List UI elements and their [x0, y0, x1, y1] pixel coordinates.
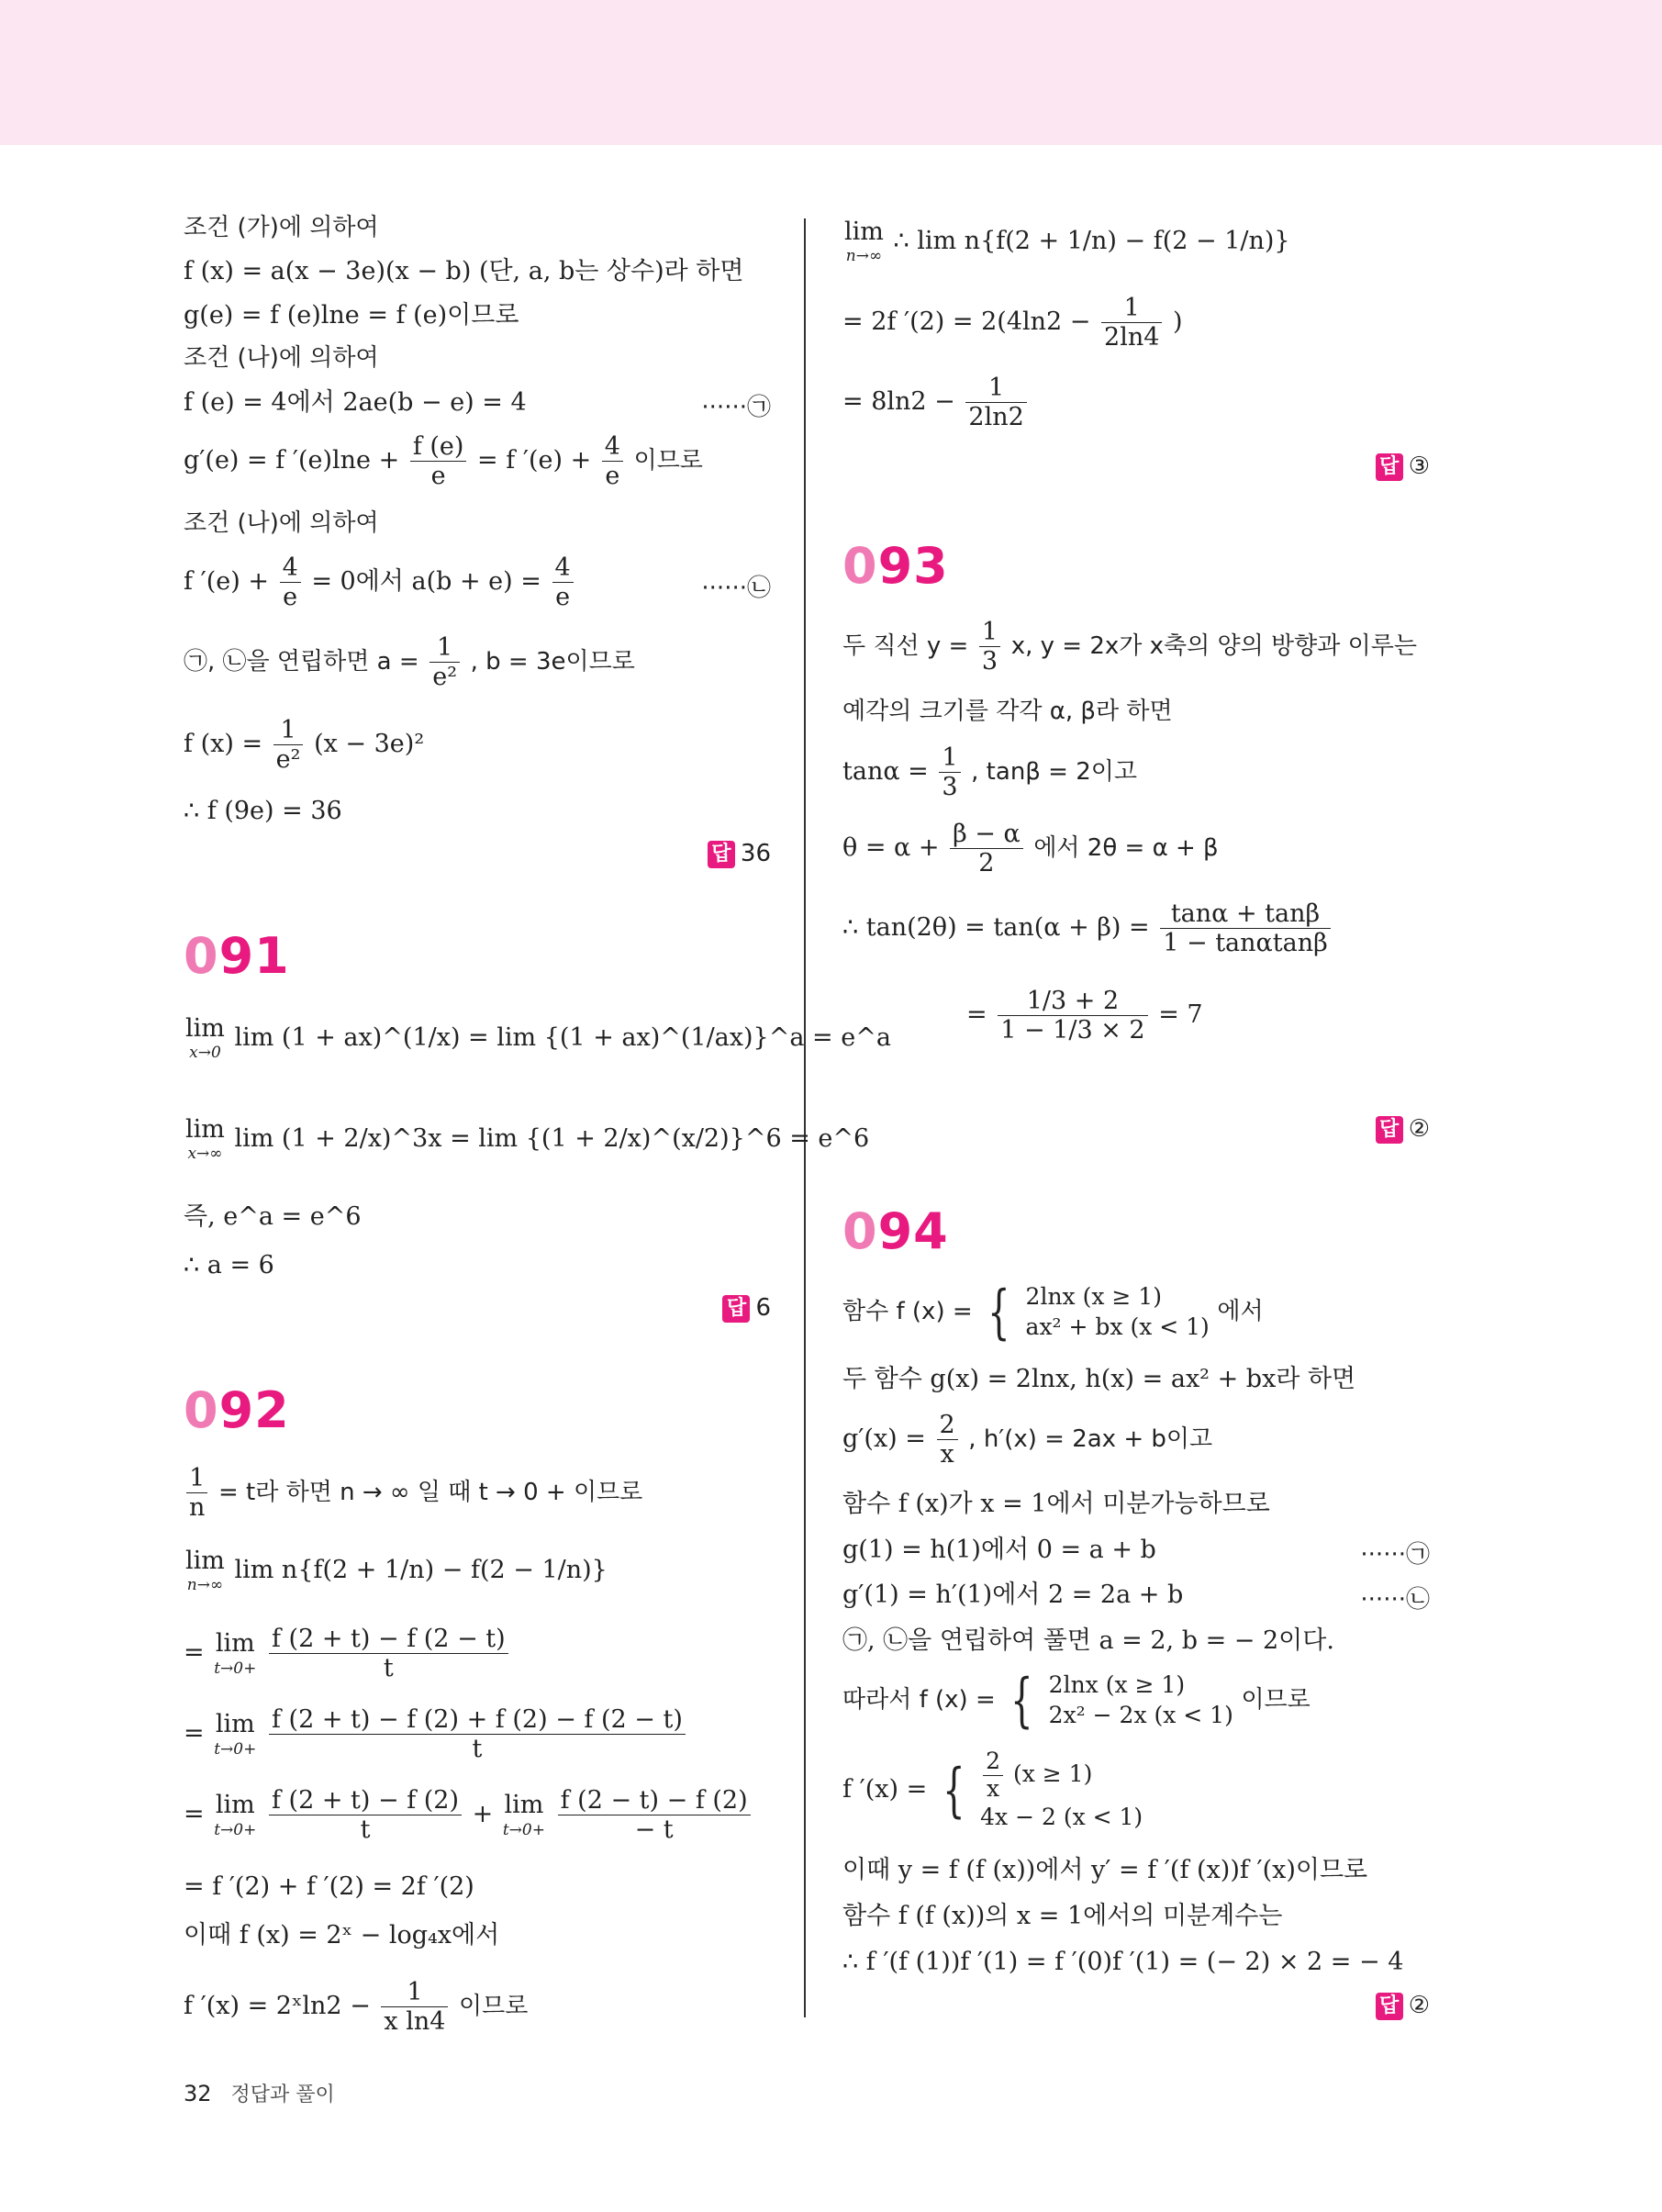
limit — [844, 218, 884, 266]
math-text: x, y = 2x가 x축의 양의 방향과 이루는 — [1010, 632, 1417, 661]
answer-value: 6 — [755, 1294, 771, 1322]
fraction — [429, 633, 460, 691]
math-line: 두 함수 g(x) = 2lnx, h(x) = ax² + bx라 하면 — [842, 1365, 1356, 1393]
math-line: f (e) = 4에서 2ae(b − e) = 4 — [184, 388, 527, 417]
text-line: 조건 (가)에 의하여 — [184, 214, 379, 241]
limit — [214, 1629, 256, 1678]
numerator: 4 — [552, 553, 574, 583]
fraction — [979, 618, 1000, 676]
cases — [1049, 1670, 1233, 1730]
lim-word: lim — [215, 1629, 255, 1659]
limit — [214, 1710, 256, 1759]
cases — [1026, 1282, 1210, 1342]
answer-label: 답 — [722, 1295, 750, 1323]
text-line: 예각의 크기를 각각 α, β라 하면 — [842, 698, 1173, 725]
math-text: ∴ tan(2θ) = tan(α + β) = — [842, 913, 1150, 943]
math-text: f ′(x) = — [842, 1775, 928, 1804]
lim-sub: n→∞ — [186, 1576, 224, 1595]
left-brace: { — [987, 1278, 1010, 1346]
answer-label: 답 — [1376, 453, 1403, 481]
problem-number: 091 — [184, 927, 290, 985]
numerator: f (e) — [410, 432, 467, 462]
problem-number: 092 — [184, 1381, 290, 1439]
answer-label: 답 — [1376, 1993, 1403, 2020]
answer-value: 36 — [740, 840, 771, 867]
lim-sub: t→0+ — [214, 1659, 257, 1678]
numerator: 1 — [429, 633, 460, 663]
math-line: g(1) = h(1)에서 0 = a + b — [842, 1536, 1156, 1564]
math-line — [184, 633, 635, 691]
fraction — [269, 1786, 462, 1844]
fraction — [965, 374, 1026, 431]
answer-badge — [1376, 1992, 1430, 2020]
equation-marker: ······㉠ — [701, 394, 771, 421]
math-line: = $\frac{1/3 + 2}{1 - 1/3 \times 2}$ = 7 — [966, 987, 1203, 1045]
numerator: 4 — [602, 432, 623, 462]
fraction — [186, 1464, 207, 1522]
case-condition: (x ≥ 1) — [1012, 1760, 1093, 1787]
math-line — [184, 553, 576, 611]
case-line: 4x − 2 (x < 1) — [980, 1803, 1143, 1830]
math-text: = t라 하면 n → ∞ 일 때 t → 0 + 이므로 — [218, 1479, 643, 1507]
numerator: β − α — [950, 820, 1023, 849]
answer-badge — [1376, 1115, 1430, 1144]
math-line: g′(1) = h′(1)에서 2 = 2a + b — [842, 1581, 1184, 1609]
math-line: ∴ f (9e) = 36 — [184, 797, 342, 825]
math-line: = lim t→0+ $\frac{f (2 + t) - f (2 - t)}{t}$ — [184, 1625, 511, 1682]
math-text: 함수 f (x) = — [842, 1298, 973, 1325]
answer-badge — [708, 840, 771, 868]
math-line — [184, 1115, 869, 1164]
fraction — [1101, 294, 1162, 352]
math-line — [184, 1547, 608, 1595]
math-text: = 7 — [1158, 1000, 1203, 1030]
numerator: 1 — [273, 716, 304, 745]
math-text: lim (1 + 2/x)^3x = lim {(1 + 2/x)^(x/2)}^6 = e^6 — [234, 1123, 870, 1153]
math-line: g(e) = f (e)lne = f (e)이므로 — [184, 301, 519, 330]
math-text: = 2f ′(2) = 2(4ln2 − — [842, 307, 1091, 337]
denominator: 1 − 1/3 × 2 — [1000, 1016, 1145, 1045]
text-line: 조건 (나)에 의하여 — [184, 344, 379, 372]
math-line — [842, 1666, 1311, 1735]
math-text: , h′(x) = 2ax + b이고 — [968, 1425, 1213, 1454]
denominator: e — [283, 583, 298, 612]
numerator: 2 — [937, 1411, 958, 1440]
math-line — [184, 1978, 528, 2036]
math-text: 이므로 — [1241, 1686, 1311, 1714]
answer-value: ② — [1408, 1115, 1430, 1143]
lim-word: lim — [215, 1791, 255, 1820]
case-line: 2lnx (x ≥ 1) — [1025, 1283, 1162, 1310]
math-text: g′(x) = — [842, 1424, 926, 1454]
math-text: g′(e) = f ′(e)lne + — [184, 446, 400, 475]
math-line — [184, 1464, 642, 1522]
math-line: = lim t→0+ $\frac{f (2 + t) - f (2) + f (2) - f (2 - t)}{t}$ — [184, 1705, 688, 1763]
limit — [214, 1791, 256, 1839]
lim-sub: t→0+ — [214, 1820, 257, 1839]
left-brace: { — [1010, 1666, 1033, 1735]
math-line: 이때 y = f (f (x))에서 y′ = f ′(f (x))f ′(x)이므로 — [842, 1856, 1368, 1884]
denominator: e — [605, 462, 620, 491]
fraction — [381, 1978, 448, 2036]
math-line — [842, 820, 1219, 877]
math-text: lim (1 + ax)^(1/x) = lim {(1 + ax)^(1/ax)}^a = e^a — [234, 1022, 891, 1052]
math-text: 이므로 — [459, 1993, 529, 2021]
lim-sub: t→0+ — [502, 1820, 545, 1839]
case-line: 2lnx (x ≥ 1) — [1048, 1671, 1186, 1698]
numerator: tanα + tanβ — [1160, 899, 1330, 929]
denominator: 2 — [978, 849, 995, 878]
math-line: ㉠, ㉡을 연립하여 풀면 a = 2, b = − 2이다. — [842, 1626, 1334, 1655]
denominator: t — [472, 1735, 483, 1764]
math-line: f (x) = a(x − 3e)(x − b) (단, a, b는 상수)라 하면 — [184, 257, 744, 285]
math-line — [842, 218, 1290, 266]
math-text: = 8ln2 − — [842, 387, 955, 417]
math-line: ∴ a = 6 — [184, 1251, 274, 1279]
denominator: − t — [634, 1815, 674, 1845]
denominator: 3 — [981, 647, 998, 676]
equation-marker: ······㉡ — [1360, 1586, 1430, 1614]
denominator: x — [987, 1774, 1000, 1802]
math-text: f (x) = — [184, 730, 263, 759]
math-text: 에서 2θ = α + β — [1033, 834, 1219, 863]
case-line: 2x² − 2x (x < 1) — [1048, 1701, 1233, 1728]
answer-label: 답 — [708, 841, 735, 868]
fraction — [558, 1786, 751, 1844]
answer-label: 답 — [1376, 1116, 1403, 1144]
math-line: 함수 f (x)가 x = 1에서 미분가능하므로 — [842, 1490, 1270, 1518]
math-text: (x − 3e)² — [314, 730, 425, 759]
math-line: ∴ f ′(f (1))f ′(1) = f ′(0)f ′(1) = (− 2) × 2 = − 4 — [842, 1948, 1404, 1976]
math-text: , b = 3e이므로 — [470, 648, 635, 676]
math-text: θ = α + — [842, 833, 940, 863]
math-text: ㉠, ㉡을 연립하면 a = — [184, 648, 419, 676]
denominator: t — [383, 1654, 394, 1683]
math-text: ∴ lim n{f(2 + 1/n) − f(2 − 1/n)} — [893, 226, 1290, 255]
fraction — [937, 1411, 958, 1469]
math-line: 즉, e^a = e^6 — [184, 1202, 362, 1231]
limit — [185, 1014, 225, 1063]
lim-word: lim — [215, 1710, 255, 1739]
fraction — [1160, 899, 1330, 957]
math-text: f ′(x) = 2ˣln2 − — [184, 1992, 371, 2021]
problem-number: 093 — [842, 537, 949, 595]
fraction — [998, 987, 1147, 1045]
denominator: 2ln4 — [1104, 323, 1160, 352]
numerator: f (2 + t) − f (2) + f (2) − f (2 − t) — [269, 1705, 686, 1735]
case-line — [980, 1748, 1143, 1803]
page-footer — [184, 2079, 335, 2107]
math-line — [184, 716, 424, 774]
lim-sub: x→∞ — [187, 1145, 223, 1164]
answer-value: ② — [1408, 1992, 1430, 2019]
fraction — [410, 432, 467, 490]
fraction — [280, 553, 301, 611]
equation-marker: ······㉡ — [701, 575, 771, 602]
math-text: ) — [1173, 307, 1183, 337]
math-line — [184, 432, 703, 490]
limit — [185, 1547, 225, 1595]
limit — [185, 1115, 225, 1164]
math-text: = 0에서 a(b + e) = — [311, 567, 541, 597]
math-line — [842, 1278, 1264, 1346]
problem-number: 094 — [842, 1202, 949, 1260]
limit — [503, 1791, 545, 1839]
denominator: 1 − tanαtanβ — [1163, 929, 1328, 958]
fraction — [983, 1748, 1003, 1803]
math-text: lim n{f(2 + 1/n) − f(2 − 1/n)} — [234, 1555, 608, 1584]
numerator: f (2 − t) − f (2) — [558, 1786, 751, 1815]
numerator: f (2 + t) − f (2) — [269, 1786, 462, 1815]
math-text: tanα = — [842, 757, 929, 787]
lim-word: lim — [185, 1014, 225, 1043]
numerator: 1 — [979, 618, 1000, 647]
lim-word: lim — [844, 218, 884, 246]
fraction — [950, 820, 1023, 877]
numerator: 1/3 + 2 — [998, 987, 1147, 1016]
denominator: e — [430, 462, 446, 491]
denominator: x ln4 — [384, 2007, 446, 2037]
fraction — [602, 432, 623, 490]
text-line: 조건 (나)에 의하여 — [184, 509, 379, 537]
cases — [980, 1748, 1143, 1832]
math-text: = f ′(e) + — [477, 446, 592, 475]
denominator: e² — [432, 663, 458, 692]
math-line — [842, 1411, 1212, 1469]
lim-word: lim — [185, 1115, 225, 1144]
case-line: ax² + bx (x < 1) — [1025, 1313, 1210, 1340]
numerator: 1 — [381, 1978, 448, 2007]
denominator: e² — [275, 745, 301, 775]
numerator: f (2 + t) − f (2 − t) — [269, 1625, 508, 1654]
math-line — [842, 899, 1333, 957]
math-text: 에서 — [1217, 1298, 1264, 1325]
lim-sub: t→0+ — [214, 1739, 257, 1759]
math-line: = lim t→0+ $\frac{f (2 + t) - f (2)}{t}$ + lim t→0+ $\frac{f (2 - t) - f (2)}{- t}$ — [184, 1786, 753, 1844]
numerator: 1 — [1101, 294, 1162, 323]
numerator: 1 — [186, 1464, 207, 1493]
math-line — [184, 1014, 891, 1063]
math-text: 따라서 f (x) = — [842, 1686, 996, 1714]
denominator: 3 — [942, 773, 958, 802]
answer-badge — [1376, 452, 1430, 481]
left-brace: { — [942, 1756, 965, 1825]
math-text: 두 직선 y = — [842, 632, 969, 661]
fraction — [939, 743, 960, 801]
math-text: , tanβ = 2이고 — [971, 758, 1137, 787]
math-line — [842, 618, 1417, 676]
denominator: x — [940, 1440, 954, 1469]
denominator: n — [189, 1493, 206, 1523]
numerator: 1 — [965, 374, 1026, 403]
denominator: e — [555, 583, 571, 612]
lim-sub: n→∞ — [845, 247, 883, 266]
lim-word: lim — [185, 1547, 225, 1575]
answer-value: ③ — [1408, 452, 1430, 480]
math-line: = f ′(2) + f ′(2) = 2f ′(2) — [184, 1872, 474, 1901]
math-line: 함수 f (f (x))의 x = 1에서의 미분계수는 — [842, 1902, 1283, 1930]
numerator: 2 — [983, 1748, 1003, 1776]
denominator: 2ln2 — [968, 403, 1024, 432]
math-line — [842, 294, 1183, 352]
answer-badge — [722, 1294, 771, 1323]
fraction — [552, 553, 574, 611]
math-line — [842, 374, 1030, 431]
numerator: 4 — [280, 553, 301, 583]
math-line: 이때 f (x) = 2ˣ − log₄x에서 — [184, 1921, 500, 1949]
equation-marker: ······㉠ — [1360, 1541, 1430, 1569]
lim-word: lim — [504, 1791, 544, 1820]
numerator: 1 — [939, 743, 960, 773]
math-text: 이므로 — [633, 447, 703, 475]
math-line — [842, 1748, 1143, 1832]
math-line — [842, 743, 1137, 801]
denominator: t — [360, 1815, 371, 1845]
page-number: 32 — [184, 2081, 212, 2106]
fraction — [273, 716, 304, 774]
fraction — [269, 1705, 686, 1763]
math-text: f ′(e) + — [184, 567, 269, 597]
top-color-band — [0, 0, 1662, 145]
fraction — [269, 1625, 508, 1682]
footer-label: 정답과 풀이 — [230, 2084, 335, 2106]
lim-sub: x→0 — [189, 1044, 221, 1063]
